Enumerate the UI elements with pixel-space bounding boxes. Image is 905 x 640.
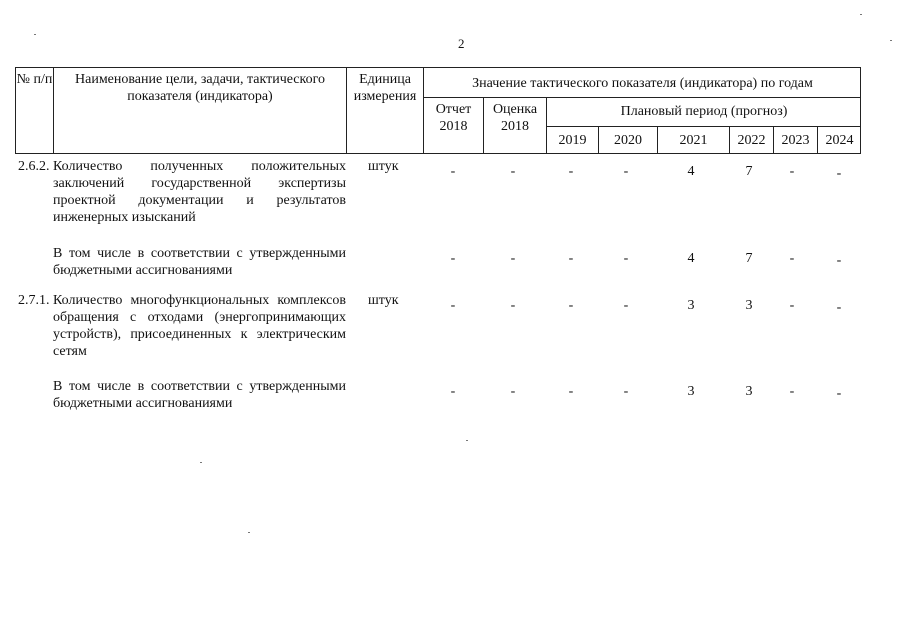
header-num: № п/п	[16, 72, 53, 87]
header-year: 2023	[781, 133, 810, 148]
value-2023: -	[789, 251, 795, 266]
value-estimate: -	[510, 164, 516, 179]
scan-speck	[34, 34, 36, 35]
scan-speck	[200, 462, 202, 463]
header-year-cell	[773, 126, 817, 154]
value-2024: -	[836, 386, 842, 401]
row-number: 2.6.2.	[18, 159, 50, 174]
value-report: -	[450, 164, 456, 179]
row-unit: штук	[368, 159, 399, 174]
value-2023: -	[789, 298, 795, 313]
value-estimate: -	[510, 298, 516, 313]
row-name: Количество полученных положительных заключений государственной экспертизы проектной документации и результатов инженерных изысканий	[53, 159, 346, 225]
value-estimate: -	[510, 251, 516, 266]
header-values-title-cell	[423, 67, 861, 97]
header-year-cell	[598, 126, 657, 154]
value-estimate: -	[510, 384, 516, 399]
header-estimate-cell	[483, 97, 546, 154]
header-year: 2019	[558, 133, 587, 148]
value-2024: -	[836, 300, 842, 315]
scan-speck	[860, 14, 862, 15]
header-report-cell	[423, 97, 483, 154]
header-num-cell	[15, 67, 53, 154]
value-2021: 4	[687, 251, 695, 266]
value-2020: -	[623, 384, 629, 399]
value-2020: -	[623, 164, 629, 179]
scan-speck	[466, 440, 468, 441]
value-2022: 7	[745, 251, 753, 266]
table-header	[15, 67, 861, 154]
value-2019: -	[568, 298, 574, 313]
header-unit: Единица измерения	[353, 72, 417, 104]
header-year: 2021	[679, 133, 708, 148]
value-2020: -	[623, 298, 629, 313]
value-2019: -	[568, 164, 574, 179]
value-2021: 4	[687, 164, 695, 179]
header-year-cell	[657, 126, 729, 154]
value-2021: 3	[687, 384, 695, 399]
scan-speck	[890, 40, 892, 41]
value-2022: 7	[745, 164, 753, 179]
value-2019: -	[568, 251, 574, 266]
row-name: Количество многофункциональных комплексов обращения с отходами (энергопринимающих устройств), присоединенных к электрическим сетям	[53, 293, 346, 359]
row-unit: штук	[368, 293, 399, 308]
header-year: 2024	[825, 133, 854, 148]
value-2020: -	[623, 251, 629, 266]
scan-speck	[248, 532, 250, 533]
value-report: -	[450, 251, 456, 266]
header-name-cell	[53, 67, 346, 154]
value-2022: 3	[745, 384, 753, 399]
header-values-title: Значение тактического показателя (индикатора) по годам	[472, 76, 813, 91]
page-number: 2	[458, 36, 465, 51]
header-year: 2020	[614, 133, 642, 148]
value-report: -	[450, 384, 456, 399]
header-year: 2022	[737, 133, 766, 148]
header-name: Наименование цели, задачи, тактического показателя (индикатора)	[75, 72, 325, 104]
value-report: -	[450, 298, 456, 313]
row-name: В том числе в соответствии с утвержденными бюджетными ассигнованиями	[53, 379, 346, 411]
value-2024: -	[836, 253, 842, 268]
header-plan-title-cell	[546, 97, 861, 126]
row-name: В том числе в соответствии с утвержденными бюджетными ассигнованиями	[53, 246, 346, 278]
header-report: Отчет 2018	[435, 102, 472, 134]
header-estimate: Оценка 2018	[492, 102, 538, 134]
value-2021: 3	[687, 298, 695, 313]
header-year-cell	[546, 126, 598, 154]
header-year-cell	[729, 126, 773, 154]
value-2023: -	[789, 384, 795, 399]
value-2022: 3	[745, 298, 753, 313]
header-plan-title: Плановый период (прогноз)	[620, 104, 788, 119]
value-2023: -	[789, 164, 795, 179]
value-2024: -	[836, 166, 842, 181]
row-number: 2.7.1.	[18, 293, 50, 308]
header-unit-cell	[346, 67, 423, 154]
header-year-cell	[817, 126, 861, 154]
value-2019: -	[568, 384, 574, 399]
